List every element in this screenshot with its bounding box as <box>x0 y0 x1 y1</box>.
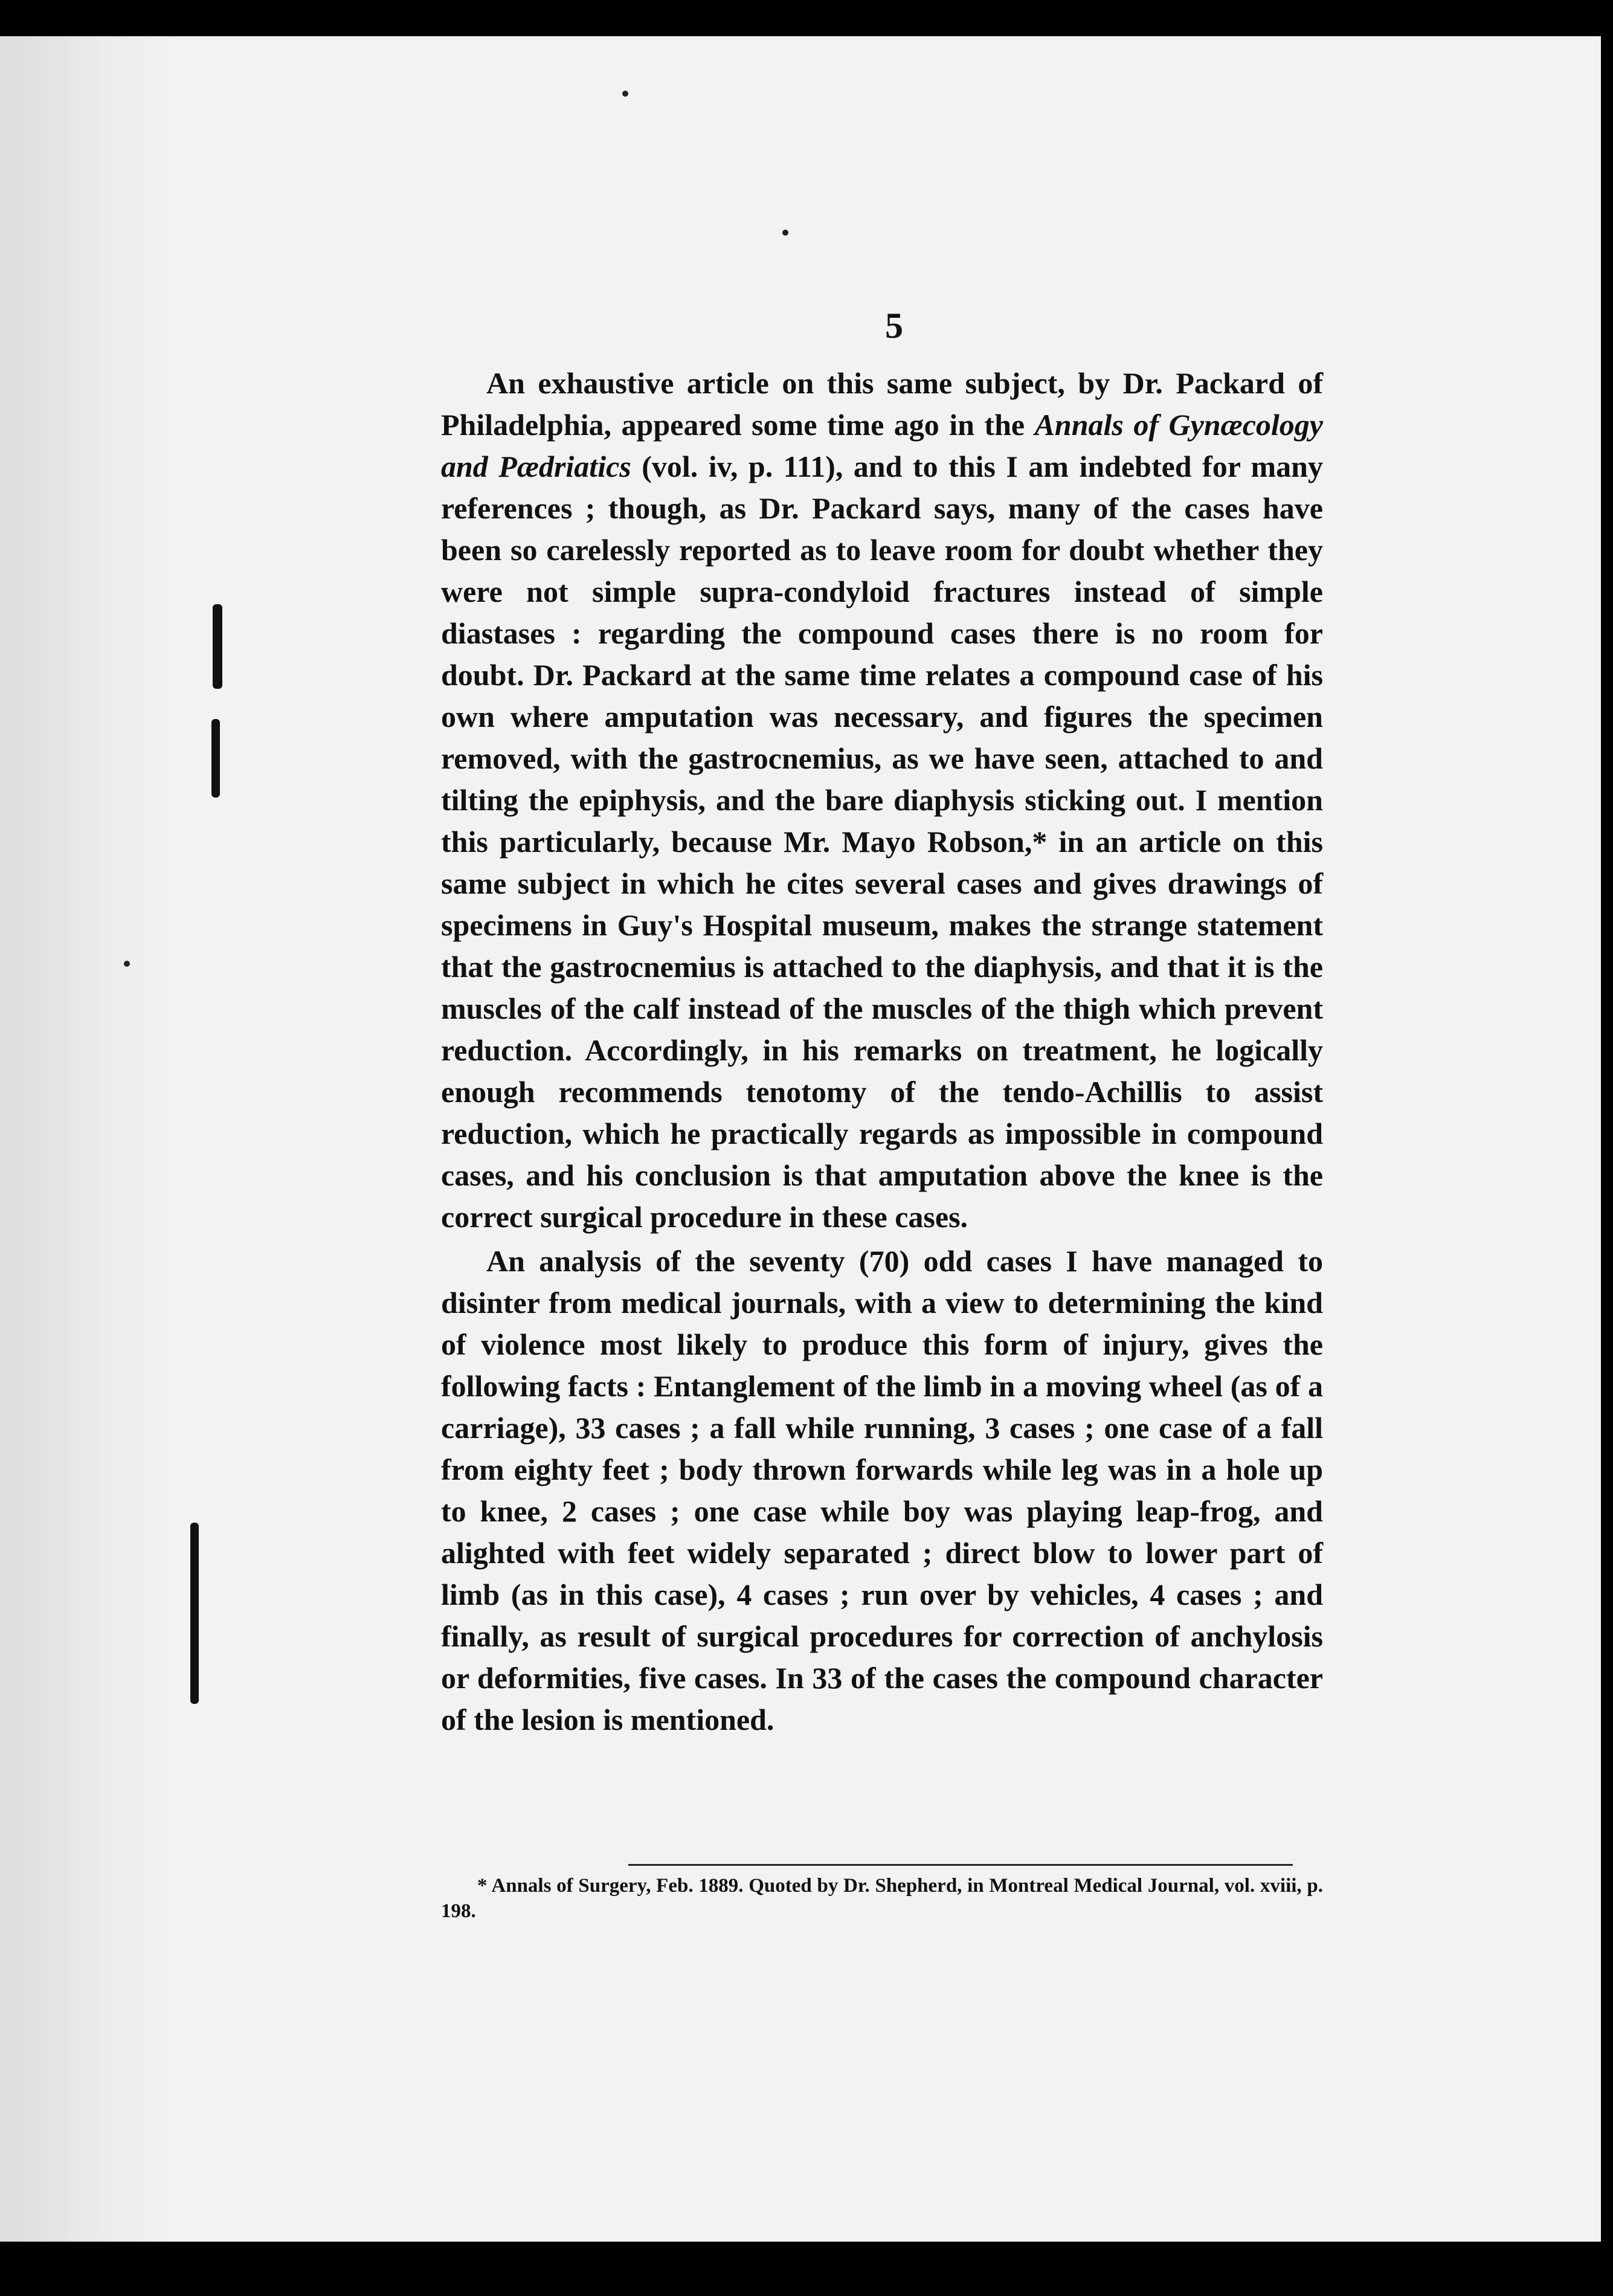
footnote-rule <box>628 1864 1293 1866</box>
paragraph-text: (vol. iv, p. 111), and to this I am indebted for many references ; though, as Dr. Packard says, many of the cases have been so carelessly reported as to leave room for doubt whether they were not simple supra-condyloid fractures instead of simple diastases : regarding the compound cases there is no room for doubt. Dr. Packard at the same time relates a compound case of his own where amputation was necessary, and figures the specimen removed, with the gastrocnemius, as we have seen, attached to and tilting the epiphysis, and the bare diaphysis sticking out. I mention this particularly, because Mr. Mayo Robson,* in an article on this same subject in which he cites several cases and gives drawings of specimens in Guy's Hospital museum, makes the strange statement that the gastrocnemius is attached to the diaphysis, and that it is the muscles of the calf instead of the muscles of the thigh which prevent reduction. Accordingly, in his remarks on treatment, he logically enough recommends tenotomy of the tendo-Achillis to assist reduction, which he practically regards as impossible in compound cases, and his conclusion is that amputation above the knee is the correct surgical procedure in these cases. <box>441 450 1323 1234</box>
speck <box>622 91 628 97</box>
paragraph-text: An exhaustive article on this same subject, by Dr. Packard of Philadelphia, appeared some time ago in the <box>441 366 1323 442</box>
document-page <box>0 36 1601 2242</box>
paragraph <box>441 363 1323 1238</box>
footnote <box>441 1873 1323 1924</box>
binding-mark <box>211 719 220 798</box>
journal-title-italic: Annals of Gynæcology and Pædriatics <box>441 408 1323 483</box>
paragraph <box>441 1240 1323 1741</box>
footnote-text: * Annals of Surgery, Feb. 1889. Quoted by Dr. Shepherd, in Montreal Medical Journal, vol. xviii, p. 198. <box>441 1875 1323 1922</box>
binding-mark <box>190 1523 199 1704</box>
binding-gutter <box>0 36 181 2242</box>
page-number: 5 <box>885 306 903 346</box>
speck <box>782 230 788 236</box>
paragraph-text: An analysis of the seventy (70) odd cases I have managed to disinter from medical journals, with a view to determining the kind of violence most likely to produce this form of injury, gives the following facts : Entanglement of the limb in a moving wheel (as of a carriage), 33 cases ; a fall while running, 3 cases ; one case of a fall from eighty feet ; body thrown forwards while leg was in a hole up to knee, 2 cases ; one case while boy was playing leap-frog, and alighted with feet widely separated ; direct blow to lower part of limb (as in this case), 4 cases ; run over by vehicles, 4 cases ; and finally, as result of surgical procedures for correction of anchylosis or deformities, five cases. In 33 of the cases the compound character of the lesion is mentioned. <box>441 1244 1323 1737</box>
speck <box>124 961 130 967</box>
body-text <box>441 363 1323 1741</box>
binding-mark <box>213 604 222 689</box>
